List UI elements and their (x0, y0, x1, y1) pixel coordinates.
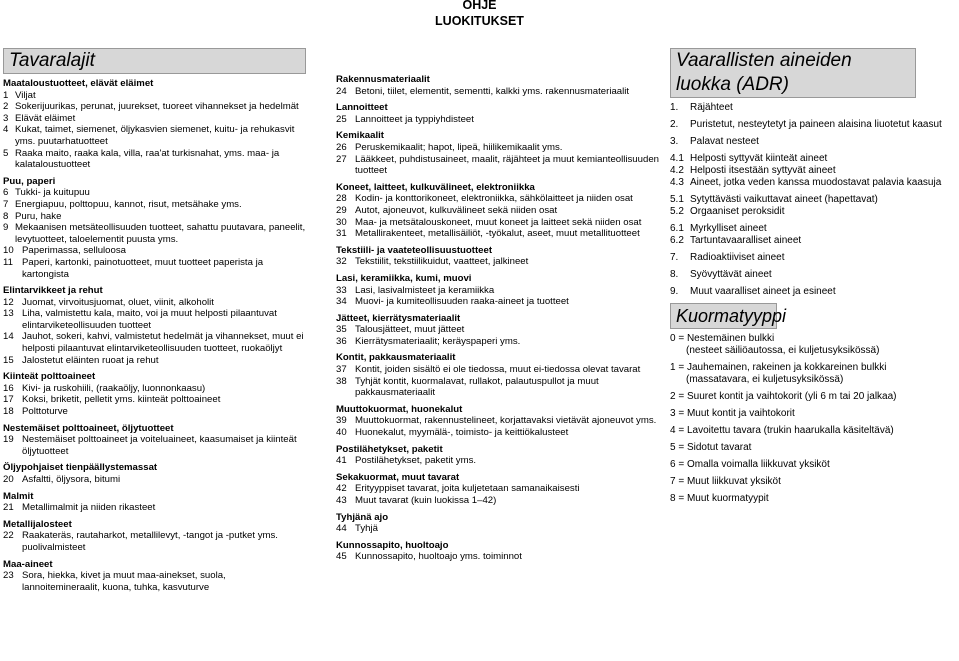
list-item (336, 376, 661, 399)
item-text: Jauhot, sokeri, kahvi, valmistetut hedelmät ja vihannekset, muut ei helposti pilaantuvat elintarviketeollisuuden tuotteet, ruokaöljyt (22, 331, 304, 355)
list-item (3, 148, 306, 171)
item-number: 16 (3, 382, 14, 394)
item-number: 4 (3, 124, 9, 136)
adr-text: Räjähteet (690, 102, 733, 113)
item-text: Tyhjät kontit, kuormalavat, rullakot, palautuspullot ja muut pakkausmateriaalit (355, 375, 599, 399)
list-item (336, 455, 661, 467)
section-heading: Muuttokuormat, huonekalut (336, 403, 463, 415)
item-number: 23 (3, 570, 14, 582)
item-text: Metallimalmit ja niiden rikasteet (22, 502, 156, 514)
item-text: Tekstiilit, tekstiilikuidut, vaatteet, jalkineet (355, 256, 529, 268)
adr-text: Aineet, jotka veden kanssa muodostavat palavia kaasuja (690, 177, 942, 188)
item-number: 1 (3, 89, 9, 101)
item-number: 20 (3, 474, 14, 485)
kuormatyyppi-label: 3 = Muut kontit ja vaihtokorit (670, 408, 795, 419)
item-text: Maa- ja metsätalouskoneet, muut koneet ja laitteet sekä niiden osat (355, 216, 642, 228)
adr-text: Radioaktiiviset aineet (690, 252, 785, 263)
adr-number: 1. (670, 102, 679, 113)
item-number: 29 (336, 204, 347, 216)
adr-group (670, 153, 957, 189)
item-text: Talousjätteet, muut jätteet (355, 324, 465, 336)
adr-text: Sytyttävästi vaikuttavat aineet (hapettavat) (690, 194, 878, 205)
kuormatyyppi-label: 2 = Suuret kontit ja vaihtokorit (yli 6 m tai 20 jalkaa) (670, 391, 897, 402)
adr-item (670, 269, 957, 281)
item-text: Kontit, joiden sisältö ei ole tiedossa, muut ei-tiedossa olevat tavarat (355, 364, 641, 376)
list-item (336, 114, 661, 126)
item-number: 18 (3, 406, 14, 418)
list-item (3, 308, 306, 331)
kuormatyyppi-item (670, 459, 957, 471)
item-text: Paperimassa, selluloosa (22, 245, 126, 257)
kuormatyyppi-note: (massatavara, ei kuljetusyksikössä) (686, 374, 844, 385)
item-number: 27 (336, 153, 347, 165)
adr-number: 4.3 (670, 177, 684, 188)
list-item (3, 406, 306, 418)
item-number: 41 (336, 455, 347, 467)
tavaralajit-column-2 (336, 74, 661, 563)
list-item (336, 228, 661, 240)
adr-text: Tartuntavaaralliset aineet (690, 235, 802, 246)
item-number: 19 (3, 434, 14, 446)
section-heading: Malmit (3, 490, 34, 502)
section-heading: Elintarvikkeet ja rehut (3, 285, 103, 297)
adr-item (670, 153, 957, 165)
adr-item (670, 119, 957, 131)
adr-group (670, 102, 957, 114)
item-text: Kierrätysmateriaalit; keräyspaperi yms. (355, 335, 521, 347)
adr-text: Muut vaaralliset aineet ja esineet (690, 286, 836, 297)
list-item (336, 86, 661, 98)
list-item (336, 217, 661, 229)
adr-number: 6.2 (670, 235, 684, 246)
list-item (336, 364, 661, 376)
item-number: 6 (3, 187, 9, 199)
item-text: Nestemäiset polttoaineet ja voiteluaineet, kaasumaiset ja kiinteät öljytuotteet (22, 434, 297, 457)
kuormatyyppi-label: 1 = Jauhemainen, rakeinen ja kokkareinen bulkki (670, 362, 887, 373)
item-number: 30 (336, 216, 347, 228)
item-text: Kivi- ja ruskohiili, (raakaöljy, luonnonkaasu) (22, 382, 206, 394)
kuormatyyppi-item (670, 493, 957, 505)
adr-text: Puristetut, nesteytetyt ja paineen alaisina liuotetut kaasut (690, 119, 942, 130)
adr-group (670, 252, 957, 264)
list-item (336, 427, 661, 439)
kuormatyyppi-item (670, 333, 957, 357)
item-number: 25 (336, 113, 347, 125)
item-number: 42 (336, 483, 347, 495)
list-item (3, 199, 306, 211)
item-text: Huonekalut, myymälä-, toimisto- ja keittiökalusteet (355, 427, 569, 439)
adr-number: 6.1 (670, 223, 684, 234)
list-item (336, 336, 661, 348)
item-number: 3 (3, 112, 9, 124)
section-heading: Koneet, laitteet, kulkuvälineet, elektroniikka (336, 181, 535, 193)
doc-subtitle: LUOKITUKSET (435, 14, 524, 28)
list-item (336, 483, 661, 495)
section-heading: Tyhjänä ajo (336, 511, 389, 523)
list-item (3, 90, 306, 102)
item-text: Lannoitteet ja typpiyhdisteet (355, 113, 474, 125)
item-number: 45 (336, 551, 347, 563)
list-item (3, 530, 306, 553)
list-item (3, 474, 306, 486)
item-number: 8 (3, 210, 9, 222)
adr-number: 3. (670, 136, 679, 147)
adr-text: Orgaaniset peroksidit (690, 206, 785, 217)
item-number: 28 (336, 193, 347, 205)
adr-group (670, 194, 957, 218)
section-heading: Lannoitteet (336, 102, 388, 114)
section-heading: Kiinteät polttoaineet (3, 371, 96, 383)
adr-column (670, 48, 957, 510)
list-item (336, 154, 661, 177)
item-text: Asfaltti, öljysora, bitumi (22, 474, 121, 485)
item-text: Peruskemikaalit; hapot, lipeä, hiilikemikaalit yms. (355, 141, 563, 153)
doc-title: OHJE (462, 0, 497, 12)
item-text: Kukat, taimet, siemenet, öljykasvien siemenet, kuitu- ja rehukasvit yms. puutarhatuotteet (15, 124, 295, 147)
adr-number: 8. (670, 269, 679, 280)
adr-item (670, 223, 957, 235)
list-item (3, 383, 306, 395)
tavaralajit-title: Tavaralajit (3, 48, 306, 74)
section-heading: Jätteet, kierrätysmateriaalit (336, 312, 461, 324)
item-text: Tukki- ja kuitupuu (15, 187, 90, 199)
item-number: 32 (336, 256, 347, 268)
tavaralajit-column (3, 48, 306, 593)
kuormatyyppi-list (670, 333, 957, 505)
item-text: Viljat (15, 89, 36, 101)
adr-number: 4.1 (670, 153, 684, 164)
adr-text: Myrkylliset aineet (690, 223, 767, 234)
list-item (3, 502, 306, 514)
adr-item (670, 286, 957, 298)
list-item (3, 222, 306, 245)
kuormatyyppi-label: 7 = Muut liikkuvat yksiköt (670, 476, 781, 487)
adr-list (670, 102, 957, 298)
kuormatyyppi-label: 0 = Nestemäinen bulkki (670, 333, 775, 344)
item-number: 12 (3, 296, 14, 308)
item-number: 33 (336, 284, 347, 296)
list-item (3, 434, 306, 457)
item-text: Betoni, tiilet, elementit, sementti, kalkki yms. rakennusmateriaalit (355, 85, 630, 97)
section-heading: Sekakuormat, muut tavarat (336, 471, 460, 483)
item-text: Energiapuu, polttopuu, kannot, risut, metsähake yms. (15, 198, 242, 210)
list-item (3, 211, 306, 223)
kuormatyyppi-item (670, 362, 957, 386)
item-number: 2 (3, 101, 9, 113)
kuormatyyppi-note: (nesteet säiliöautossa, ei kuljetusyksikössä) (686, 345, 880, 356)
item-text: Puru, hake (15, 210, 62, 222)
list-item (336, 523, 661, 535)
list-item (336, 495, 661, 507)
adr-group (670, 136, 957, 148)
list-item (336, 256, 661, 268)
adr-group (670, 286, 957, 298)
item-text: Sora, hiekka, kivet ja muut maa-ainekset, suola, lannoitemineraalit, kuona, tuhka, kasvuturve (22, 570, 226, 593)
item-number: 10 (3, 245, 14, 257)
section-heading: Lasi, keramiikka, kumi, muovi (336, 272, 472, 284)
item-number: 39 (336, 415, 347, 427)
adr-text: Syövyttävät aineet (690, 269, 772, 280)
kuormatyyppi-item (670, 391, 957, 403)
kuormatyyppi-label: 8 = Muut kuormatyypit (670, 493, 769, 504)
item-text: Metallirakenteet, metallisäiliöt, -työkalut, aseet, muut metallituotteet (355, 228, 640, 240)
item-number: 7 (3, 198, 9, 210)
adr-item (670, 194, 957, 206)
list-item (3, 245, 306, 257)
item-number: 5 (3, 147, 9, 159)
section-heading: Tekstiili- ja vaateteollisuustuotteet (336, 244, 493, 256)
adr-item (670, 102, 957, 114)
item-text: Raaka maito, raaka kala, villa, raa'at turkisnahat, yms. maa- ja kalataloustuotteet (15, 147, 280, 171)
adr-group (670, 269, 957, 281)
item-text: Muovi- ja kumiteollisuuden raaka-aineet ja tuotteet (355, 296, 569, 308)
adr-title: Vaarallisten aineiden luokka (ADR) (670, 48, 916, 98)
list-item (3, 570, 306, 593)
section-heading: Maataloustuotteet, elävät eläimet (3, 78, 154, 89)
item-number: 24 (336, 85, 347, 97)
item-text: Kodin- ja konttorikoneet, elektroniikka, sähkölaitteet ja niiden osat (355, 193, 633, 205)
section-heading: Puu, paperi (3, 175, 56, 187)
section-heading: Rakennusmateriaalit (336, 74, 430, 85)
item-number: 44 (336, 523, 347, 535)
item-text: Postilähetykset, paketit yms. (355, 455, 477, 467)
list-item (3, 297, 306, 309)
item-text: Lääkkeet, puhdistusaineet, maalit, räjähteet ja muut kemianteollisuuden tuotteet (355, 153, 659, 177)
item-number: 21 (3, 502, 14, 514)
item-text: Tyhjä (355, 523, 378, 535)
item-number: 43 (336, 495, 347, 506)
section-heading: Maa-aineet (3, 558, 53, 570)
section-heading: Öljypohjaiset tienpäällystemassat (3, 462, 158, 474)
item-number: 9 (3, 222, 9, 234)
kuormatyyppi-label: 4 = Lavoitettu tavara (trukin haarukalla käsiteltävä) (670, 425, 894, 436)
item-text: Erityyppiset tavarat, joita kuljetetaan samanaikaisesti (355, 483, 580, 495)
item-number: 13 (3, 308, 14, 320)
item-number: 11 (3, 256, 13, 268)
item-text: Raakateräs, rautaharkot, metallilevyt, -tangot ja -putket yms. puolivalmisteet (22, 530, 278, 553)
item-text: Juomat, virvoitusjuomat, oluet, viinit, alkoholit (22, 296, 214, 308)
item-number: 34 (336, 296, 347, 308)
item-text: Mekaanisen metsäteollisuuden tuotteet, sahattu puutavara, paneelit, levytuotteet, taloelementit puusta yms. (15, 222, 306, 245)
kuormatyyppi-item (670, 408, 957, 420)
list-item (336, 296, 661, 308)
adr-text: Palavat nesteet (690, 136, 759, 147)
item-number: 26 (336, 141, 347, 153)
item-text: Kunnossapito, huoltoajo yms. toiminnot (355, 551, 522, 563)
section-heading: Metallijalosteet (3, 518, 72, 530)
item-text: Muut tavarat (kuin luokissa 1–42) (355, 495, 497, 506)
list-item (3, 394, 306, 406)
item-number: 15 (3, 354, 14, 366)
kuormatyyppi-label: 6 = Omalla voimalla liikkuvat yksiköt (670, 459, 830, 470)
list-item (336, 193, 661, 205)
kuormatyyppi-label: 5 = Sidotut tavarat (670, 442, 752, 453)
kuormatyyppi-item (670, 425, 957, 437)
item-number: 22 (3, 530, 14, 542)
item-text: Sokerijuurikas, perunat, juurekset, tuoreet vihannekset ja hedelmät (15, 101, 299, 113)
list-item (336, 205, 661, 217)
list-item (3, 124, 306, 147)
item-text: Jalostetut eläinten ruoat ja rehut (22, 354, 159, 366)
item-text: Elävät eläimet (15, 112, 76, 124)
item-text: Lasi, lasivalmisteet ja keramiikka (355, 284, 495, 296)
list-item (3, 113, 306, 125)
list-item (3, 187, 306, 199)
item-number: 36 (336, 335, 347, 347)
adr-item (670, 206, 957, 218)
adr-group (670, 119, 957, 131)
adr-number: 5.2 (670, 206, 684, 217)
item-text: Liha, valmistettu kala, maito, voi ja muut helposti pilaantuvat elintarviketeollisuuden tuotteet (22, 308, 277, 331)
adr-text: Helposti syttyvät kiinteät aineet (690, 153, 828, 164)
item-number: 37 (336, 364, 347, 376)
section-heading: Kunnossapito, huoltoajo (336, 539, 449, 551)
adr-number: 7. (670, 252, 679, 263)
item-number: 14 (3, 331, 14, 343)
adr-item (670, 165, 957, 177)
section-heading: Kontit, pakkausmateriaalit (336, 352, 456, 364)
list-item (336, 324, 661, 336)
adr-item (670, 136, 957, 148)
item-number: 31 (336, 228, 347, 240)
item-text: Polttoturve (22, 406, 68, 418)
adr-number: 9. (670, 286, 679, 297)
list-item (336, 285, 661, 297)
adr-item (670, 235, 957, 247)
list-item (3, 355, 306, 367)
item-number: 40 (336, 427, 347, 439)
section-heading: Kemikaalit (336, 130, 384, 142)
adr-group (670, 223, 957, 247)
list-item (336, 415, 661, 427)
kuormatyyppi-item (670, 442, 957, 454)
list-item (336, 551, 661, 563)
section-heading: Nestemäiset polttoaineet, öljytuotteet (3, 422, 174, 434)
adr-item (670, 177, 957, 189)
list-item (3, 257, 306, 280)
list-item (336, 142, 661, 154)
kuormatyyppi-item (670, 476, 957, 488)
list-item (3, 331, 306, 354)
kuormatyyppi-title: Kuormatyyppi (670, 303, 777, 329)
adr-number: 2. (670, 119, 679, 130)
adr-number: 4.2 (670, 165, 684, 176)
item-number: 35 (336, 324, 347, 336)
section-heading: Postilähetykset, paketit (336, 443, 443, 455)
item-text: Paperi, kartonki, painotuotteet, muut tuotteet paperista ja kartongista (22, 256, 264, 280)
list-item (3, 101, 306, 113)
item-number: 38 (336, 375, 347, 387)
adr-number: 5.1 (670, 194, 684, 205)
item-number: 17 (3, 394, 14, 406)
item-text: Koksi, briketit, pelletit yms. kiinteät polttoaineet (22, 394, 221, 406)
item-text: Autot, ajoneuvot, kulkuvälineet sekä niiden osat (355, 204, 558, 216)
adr-item (670, 252, 957, 264)
adr-text: Helposti itsestään syttyvät aineet (690, 165, 836, 176)
item-text: Muuttokuormat, rakennustelineet, korjattavaksi vietävät ajoneuvot yms. (355, 415, 657, 427)
